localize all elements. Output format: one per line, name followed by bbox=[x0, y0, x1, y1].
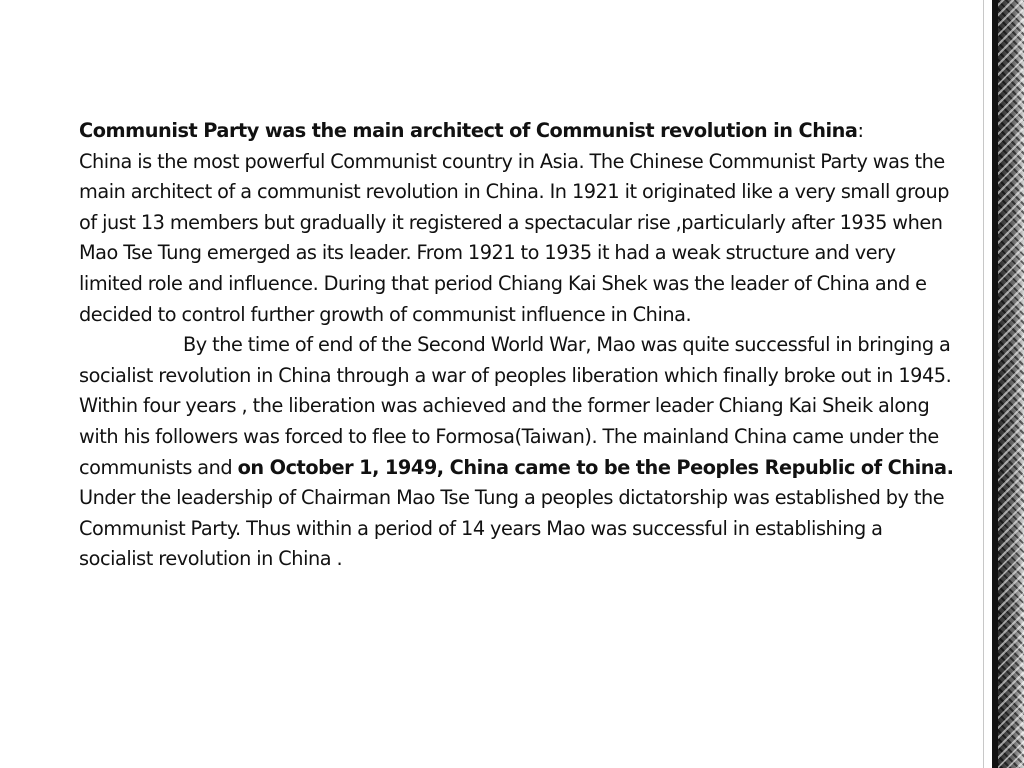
paragraph-2-bold: on October 1, 1949, China came to be the Peoples Republic of China. bbox=[237, 455, 954, 479]
paragraph-2-end: Under the leadership of Chairman Mao Tse Tung a peoples dictatorship was established by the Communist Party. Thus within a period of 14 years Mao was successful in establishing a socialist revolution in China . bbox=[79, 486, 945, 571]
paragraph-2-start: By the time of end of the Second World War, Mao was quite successful in bringing a socialist revolution in China through a war of peoples liberation which finally broke out in 1945. Within four years , the liberation was achieved and the former leader Chiang Kai Sheik along with his followers was forced to flee to Formosa(Taiwan). The mainland China came under the communists and bbox=[79, 333, 952, 479]
heading-colon: : bbox=[857, 119, 864, 142]
paragraph-1: China is the most powerful Communist country in Asia. The Chinese Communist Party was the main architect of a communist revolution in China. In 1921 it originated like a very small group of just 13 members but gradually it registered a spectacular rise ,particularly after 1935 when Mao Tse Tung emerged as its leader. From 1921 to 1935 it had a weak structure and very limited role and influence. During that period Chiang Kai Shek was the leader of China and e decided to control further growth of communist influence in China. bbox=[79, 149, 950, 326]
slide-edge-line bbox=[983, 0, 984, 768]
heading: Communist Party was the main architect of Communist revolution in China bbox=[79, 119, 858, 142]
decorative-side-strip bbox=[992, 0, 1024, 768]
body-text bbox=[79, 116, 959, 575]
